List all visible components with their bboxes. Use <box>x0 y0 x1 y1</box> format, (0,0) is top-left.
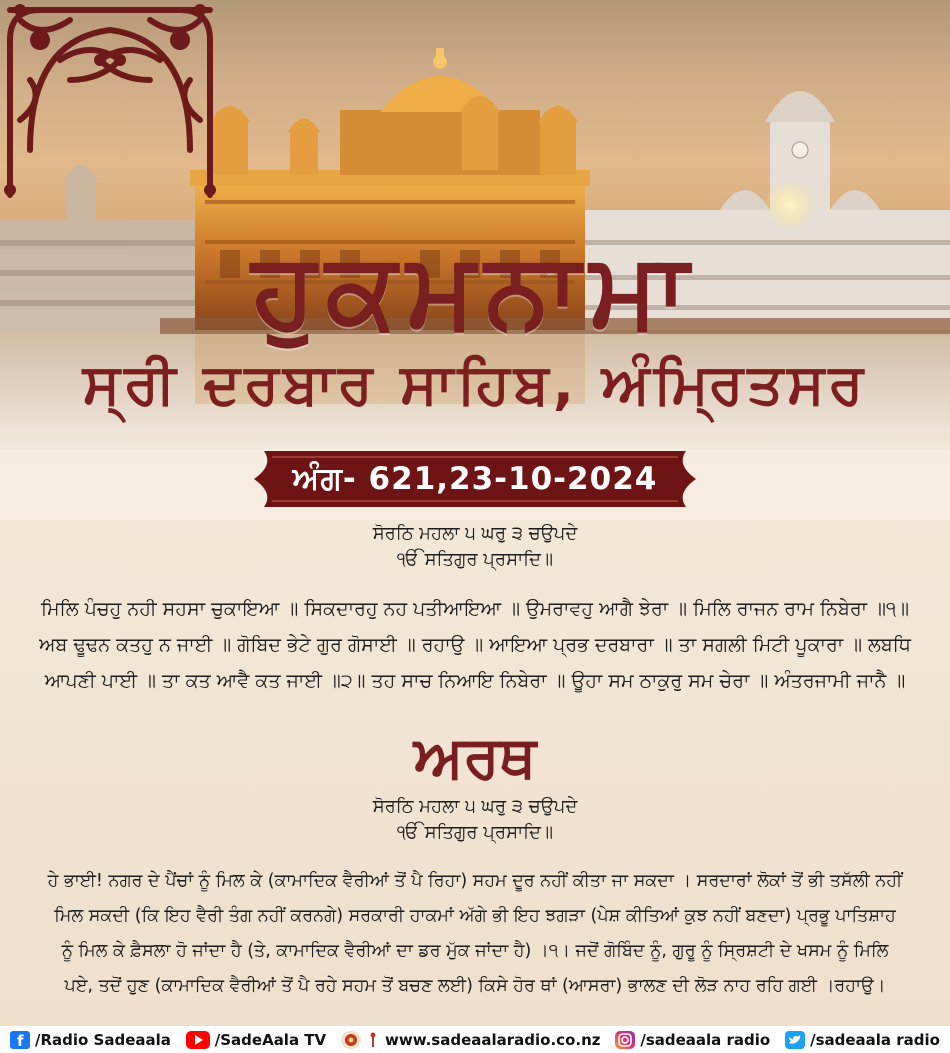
radio-logo-icon <box>341 1031 361 1049</box>
instagram-handle: /sadeaala radio <box>640 1030 771 1049</box>
darbar-sahib-subtitle: ਸ੍ਰੀ ਦਰਬਾਰ ਸਾਹਿਬ, ਅੰਮ੍ਰਿਤਸਰ <box>82 352 868 417</box>
twitter-link[interactable] <box>785 1031 940 1049</box>
arth-line: ਨੂੰ ਮਿਲ ਕੇ ਫ਼ੈਸਲਾ ਹੋ ਜਾਂਦਾ ਹੈ (ਤੇ, ਕਾਮਾਦਿਕ ਵੈਰੀਆਂ ਦਾ ਡਰ ਮੁੱਕ ਜਾਂਦਾ ਹੈ) ।੧। ਜਦੋਂ ਗੋਬਿੰਦ ਨੂੰ, ਗੁਰੂ ਨੂੰ ਸ੍ਰਿਸ਼ਟੀ ਦੇ ਖਸਮ ਨੂੰ ਮਿਲਿ <box>61 941 889 961</box>
website-link[interactable] <box>341 1031 601 1049</box>
radio-antenna-icon <box>366 1031 380 1049</box>
ang-date-label: ਅੰਗ- 621,23-10-2024 <box>292 461 658 497</box>
arth-invocation: ੴ ਸਤਿਗੁਰ ਪ੍ਰਸਾਦਿ॥ <box>396 822 554 843</box>
arth-line: ਹੇ ਭਾਈ! ਨਗਰ ਦੇ ਪੈਂਚਾਂ ਨੂੰ ਮਿਲ ਕੇ (ਕਾਮਾਦਿਕ ਵੈਰੀਆਂ ਤੋਂ ਪੈ ਰਿਹਾ) ਸਹਮ ਦੂਰ ਨਹੀਂ ਕੀਤਾ ਜਾ ਸਕਦਾ । ਸਰਦਾਰਾਂ ਲੋਕਾਂ ਤੋਂ ਭੀ ਤਸੱਲੀ ਨਹੀਂ <box>47 871 903 891</box>
arth-heading: ਸੋਰਠਿ ਮਹਲਾ ੫ ਘਰੁ ੩ ਚਉਪਦੇ <box>372 796 578 817</box>
youtube-icon <box>186 1031 210 1049</box>
shabad-line: ਆਪਣੀ ਪਾਈ ॥ ਤਾ ਕਤ ਆਵੈ ਕਤ ਜਾਈ ॥੨॥ ਤਹ ਸਾਚ ਨਿਆਇ ਨਿਬੇਰਾ ॥ ਊਹਾ ਸਮ ਠਾਕੁਰੁ ਸਮ ਚੇਰਾ ॥ ਅੰਤਰਜਾਮੀ ਜਾਨੈ ॥ <box>44 670 906 692</box>
instagram-icon <box>615 1031 635 1049</box>
facebook-handle: /Radio Sadeaala <box>35 1030 171 1049</box>
youtube-handle: /SadeAala TV <box>214 1030 327 1049</box>
instagram-link[interactable] <box>615 1031 770 1049</box>
facebook-link[interactable] <box>10 1031 171 1049</box>
hukamnama-title: ਹੁਕਮਨਾਮਾ <box>251 229 699 351</box>
arth-line: ਮਿਲ ਸਕਦੀ (ਕਿ ਇਹ ਵੈਰੀ ਤੰਗ ਨਹੀਂ ਕਰਨਗੇ) ਸਰਕਾਰੀ ਹਾਕਮਾਂ ਅੱਗੇ ਭੀ ਇਹ ਝਗੜਾ (ਪੇਸ਼ ਕੀਤਿਆਂ ਕੁਝ ਨਹੀਂ ਬਣਦਾ) ਪ੍ਰਭੂ ਪਾਤਿਸ਼ਾਹ <box>54 906 896 926</box>
svg-text:f: f <box>17 1031 24 1049</box>
shabad-heading: ਸੋਰਠਿ ਮਹਲਾ ੫ ਘਰੁ ੩ ਚਉਪਦੇ <box>372 523 578 544</box>
twitter-icon <box>785 1031 805 1049</box>
shabad-line: ਮਿਲਿ ਪੰਚਹੁ ਨਹੀ ਸਹਸਾ ਚੁਕਾਇਆ ॥ ਸਿਕਦਾਰਹੁ ਨਹ ਪਤੀਆਇਆ ॥ ਉਮਰਾਵਹੁ ਆਗੈ ਝੇਰਾ ॥ ਮਿਲਿ ਰਾਜਨ ਰਾਮ ਨਿਬੇਰਾ ॥੧॥ <box>40 598 910 620</box>
arth-line: ਪਏ, ਤਦੋਂ ਹੁਣ (ਕਾਮਾਦਿਕ ਵੈਰੀਆਂ ਤੋਂ ਪੈ ਰਹੇ ਸਹਮ ਤੋਂ ਬਚਣ ਲਈ) ਕਿਸੇ ਹੋਰ ਥਾਂ (ਆਸਰਾ) ਭਾਲਣ ਦੀ ਲੋੜ ਨਾਹ ਰਹਿ ਗਈ ।ਰਹਾਉ। <box>64 976 886 996</box>
website-url: www.sadeaalaradio.co.nz <box>385 1030 601 1049</box>
social-footer <box>0 1026 950 1053</box>
ornamental-corner-right <box>0 0 220 200</box>
shabad-invocation: ੴ ਸਤਿਗੁਰ ਪ੍ਰਸਾਦਿ॥ <box>396 549 554 570</box>
facebook-icon <box>10 1031 30 1049</box>
twitter-handle: /sadeaala radio <box>810 1030 940 1049</box>
youtube-link[interactable] <box>186 1031 326 1049</box>
arth-title: ਅਰਥ <box>413 723 537 791</box>
shabad-line: ਅਬ ਢੂਢਨ ਕਤਹੁ ਨ ਜਾਈ ॥ ਗੋਬਿਦ ਭੇਟੇ ਗੁਰ ਗੋਸਾਈ ॥ ਰਹਾਉ ॥ ਆਇਆ ਪ੍ਰਭ ਦਰਬਾਰਾ ॥ ਤਾ ਸਗਲੀ ਮਿਟੀ ਪੂਕਾਰਾ ॥ ਲਬਧਿ <box>39 634 911 656</box>
